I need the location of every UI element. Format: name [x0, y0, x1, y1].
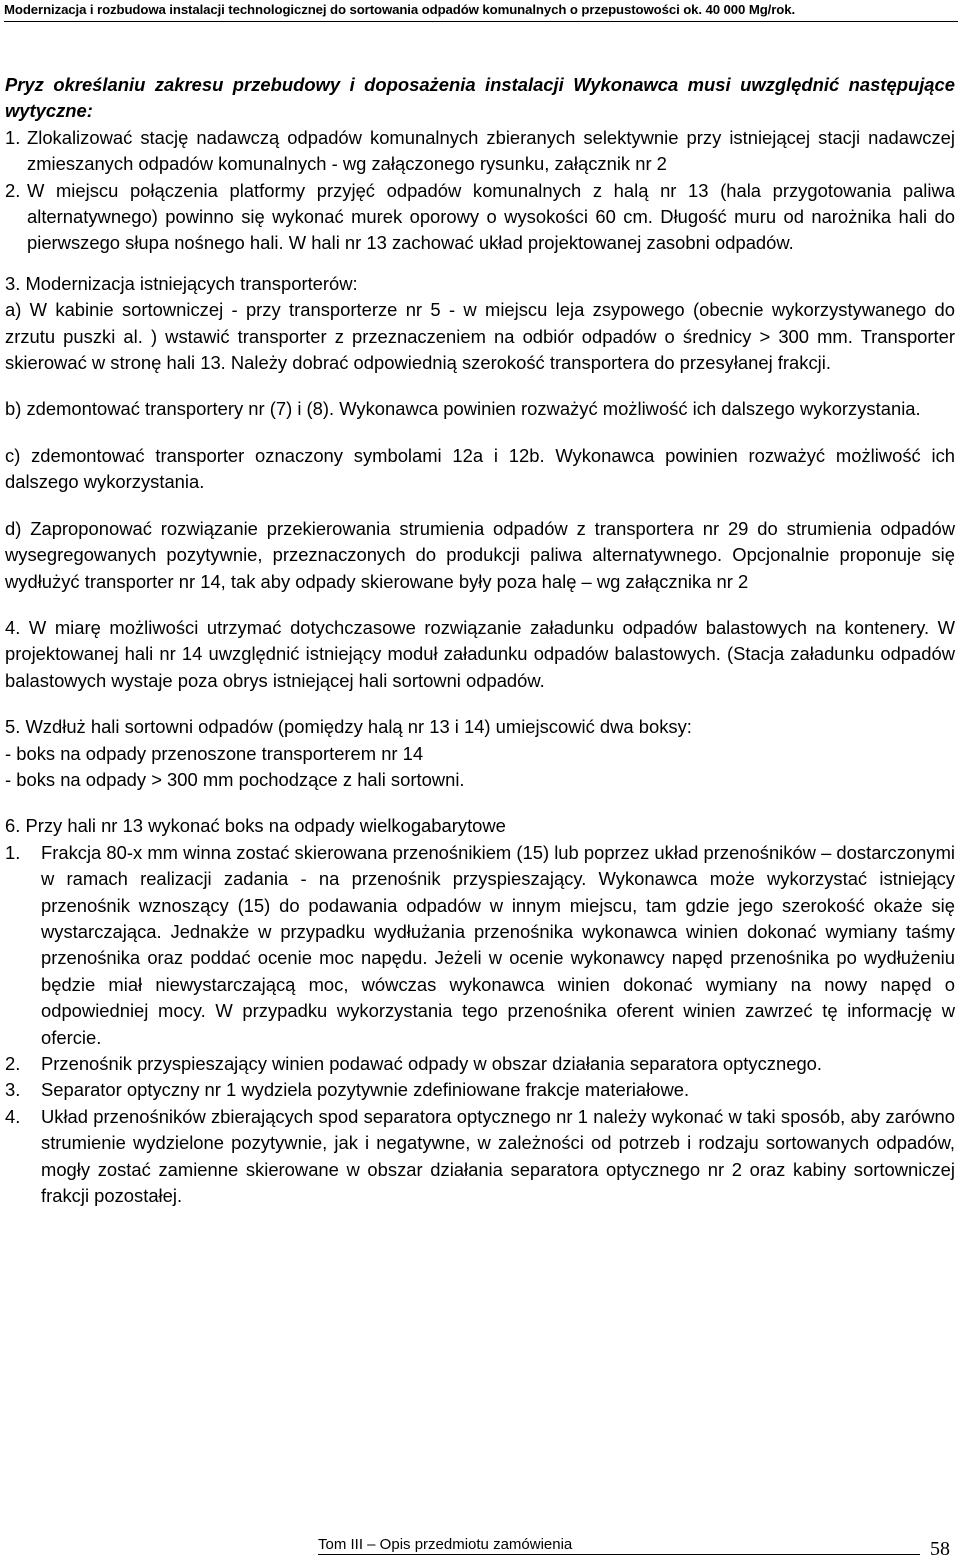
section-5-line-2: - boks na odpady > 300 mm pochodzące z hali sortowni.: [5, 768, 465, 790]
section-6-heading: 6. Przy hali nr 13 wykonać boks na odpady wielkogabarytowe: [5, 815, 506, 837]
list-item-text: W miejscu połączenia platformy przyjęć odpadów komunalnych z halą nr 13 (hala przygotowania paliwa alternatywnego) powinno się wykonać murek oporowy o wysokości 60 cm. Długość muru od narożnika hali do pierwszego słupa nośnego hali. W hali nr 13 zachować układ projektowanej zasobni odpadów.: [27, 179, 955, 254]
page-footer: Tom III – Opis przedmiotu zamówienia: [318, 1536, 573, 1553]
section-4: 4. W miarę możliwości utrzymać dotychczasowe rozwiązanie załadunku odpadów balastowych na kontenery. W projektowanej hali nr 14 uwzględnić istniejący moduł załadunku odpadów balastowych. (Stacja załadunku odpadów balastowych wystaje poza obrys istniejącej hali sortowni odpadów.: [5, 616, 955, 691]
document-body: [5, 72, 955, 1209]
section-6-list: [5, 840, 955, 1210]
list-item-number: 1.: [5, 841, 21, 863]
section-5-line-1: - boks na odpady przenoszone transporterem nr 14: [5, 742, 424, 764]
footer-divider: [318, 1554, 920, 1555]
list-item: [5, 178, 955, 257]
section-3c: c) zdemontować transporter oznaczony symbolami 12a i 12b. Wykonawca powinien rozważyć możliwość ich dalszego wykorzystania.: [5, 444, 955, 493]
list-item-text: Przenośnik przyspieszający winien podawać odpady w obszar działania separatora optycznego.: [41, 1053, 823, 1074]
guideline-list: [5, 125, 955, 257]
intro-heading: Pryz określaniu zakresu przebudowy i doposażenia instalacji Wykonawca musi uwzględnić następujące wytyczne:: [5, 74, 955, 122]
list-item-number: 4.: [5, 1105, 21, 1127]
section-3b: b) zdemontować transportery nr (7) i (8). Wykonawca powinien rozważyć możliwość ich dalszego wykorzystania.: [5, 398, 921, 420]
section-3d: d) Zaproponować rozwiązanie przekierowania strumienia odpadów z transportera nr 29 do strumienia odpadów wysegregowanych pozytywnie, przeznaczonych do produkcji paliwa alternatywnego. Opcjonalnie proponuje się wydłużyć transporter nr 14, tak aby odpady skierowane były poza halę – wg załącznika nr 2: [5, 517, 955, 592]
list-item: [5, 840, 955, 1051]
section-3-heading: 3. Modernizacja istniejących transporterów:: [5, 272, 358, 294]
section-3a: a) W kabinie sortowniczej - przy transporterze nr 5 - w miejscu leja zsypowego (obecnie wykorzystywanego do zrzutu puszki al. ) wstawić transporter z przeznaczeniem na odbiór odpadów o średnicy > 300 mm. Transporter skierować w stronę hali 13. Należy dobrać odpowiednią szerokość transportera do przesyłanej frakcji.: [5, 299, 955, 374]
page-number: 58: [930, 1538, 950, 1560]
header-divider: [4, 21, 958, 22]
list-item-number: 2.: [5, 1053, 21, 1074]
list-item-text: Układ przenośników zbierających spod separatora optycznego nr 1 należy wykonać w taki sposób, aby zarówno strumienie wydzielone pozytywnie, jak i negatywne, w zależności od potrzeb i rodzaju sortowanych odpadów, mogły zostać zamienne skierowane w obszar działania separatora optycznego nr 2 oraz kabiny sortowniczej frakcji pozostałej.: [41, 1105, 955, 1207]
list-item-number: 2.: [5, 179, 21, 201]
list-item-text: Separator optyczny nr 1 wydziela pozytywnie zdefiniowane frakcje materiałowe.: [41, 1079, 690, 1101]
list-item: [5, 1104, 955, 1210]
list-item: [5, 1051, 955, 1077]
list-item-text: Frakcja 80-x mm winna zostać skierowana przenośnikiem (15) lub poprzez układ przenośników – dostarczonymi w ramach realizacji zadania - na przenośnik przyspieszający. Wykonawca może wykorzystać istniejący przenośnik wznoszący (15) do podawania odpadów w innym miejscu, tam gdzie jego szerokość okaże się wystarczająca. Jednakże w przypadku wydłużania przenośnika wykonawca winien dokonać wymiany taśmy przenośnika oraz poddać ocenie moc napędu. Jeżeli w ocenie wykonawcy napęd przenośnika po wydłużeniu będzie miał niewystarczającą moc, wówczas wykonawca winien dokonać wymiany na nowy napęd o odpowiedniej mocy. W przypadku wykorzystania tego przenośnika oferent winien zawrzeć tę informację w ofercie.: [41, 841, 955, 1048]
list-item-number: 3.: [5, 1079, 21, 1101]
section-5-heading: 5. Wzdłuż hali sortowni odpadów (pomiędzy halą nr 13 i 14) umiejscowić dwa boksy:: [5, 716, 692, 738]
list-item-number: 1.: [5, 126, 21, 148]
page-header: Modernizacja i rozbudowa instalacji technologicznej do sortowania odpadów komunalnych o przepustowości ok. 40 000 Mg/rok.: [4, 2, 796, 17]
list-item: [5, 1077, 955, 1103]
list-item-text: Zlokalizować stację nadawczą odpadów komunalnych zbieranych selektywnie przy istniejącej stacji nadawczej zmieszanych odpadów komunalnych - wg załączonego rysunku, załącznik nr 2: [27, 126, 955, 175]
list-item: [5, 125, 955, 178]
